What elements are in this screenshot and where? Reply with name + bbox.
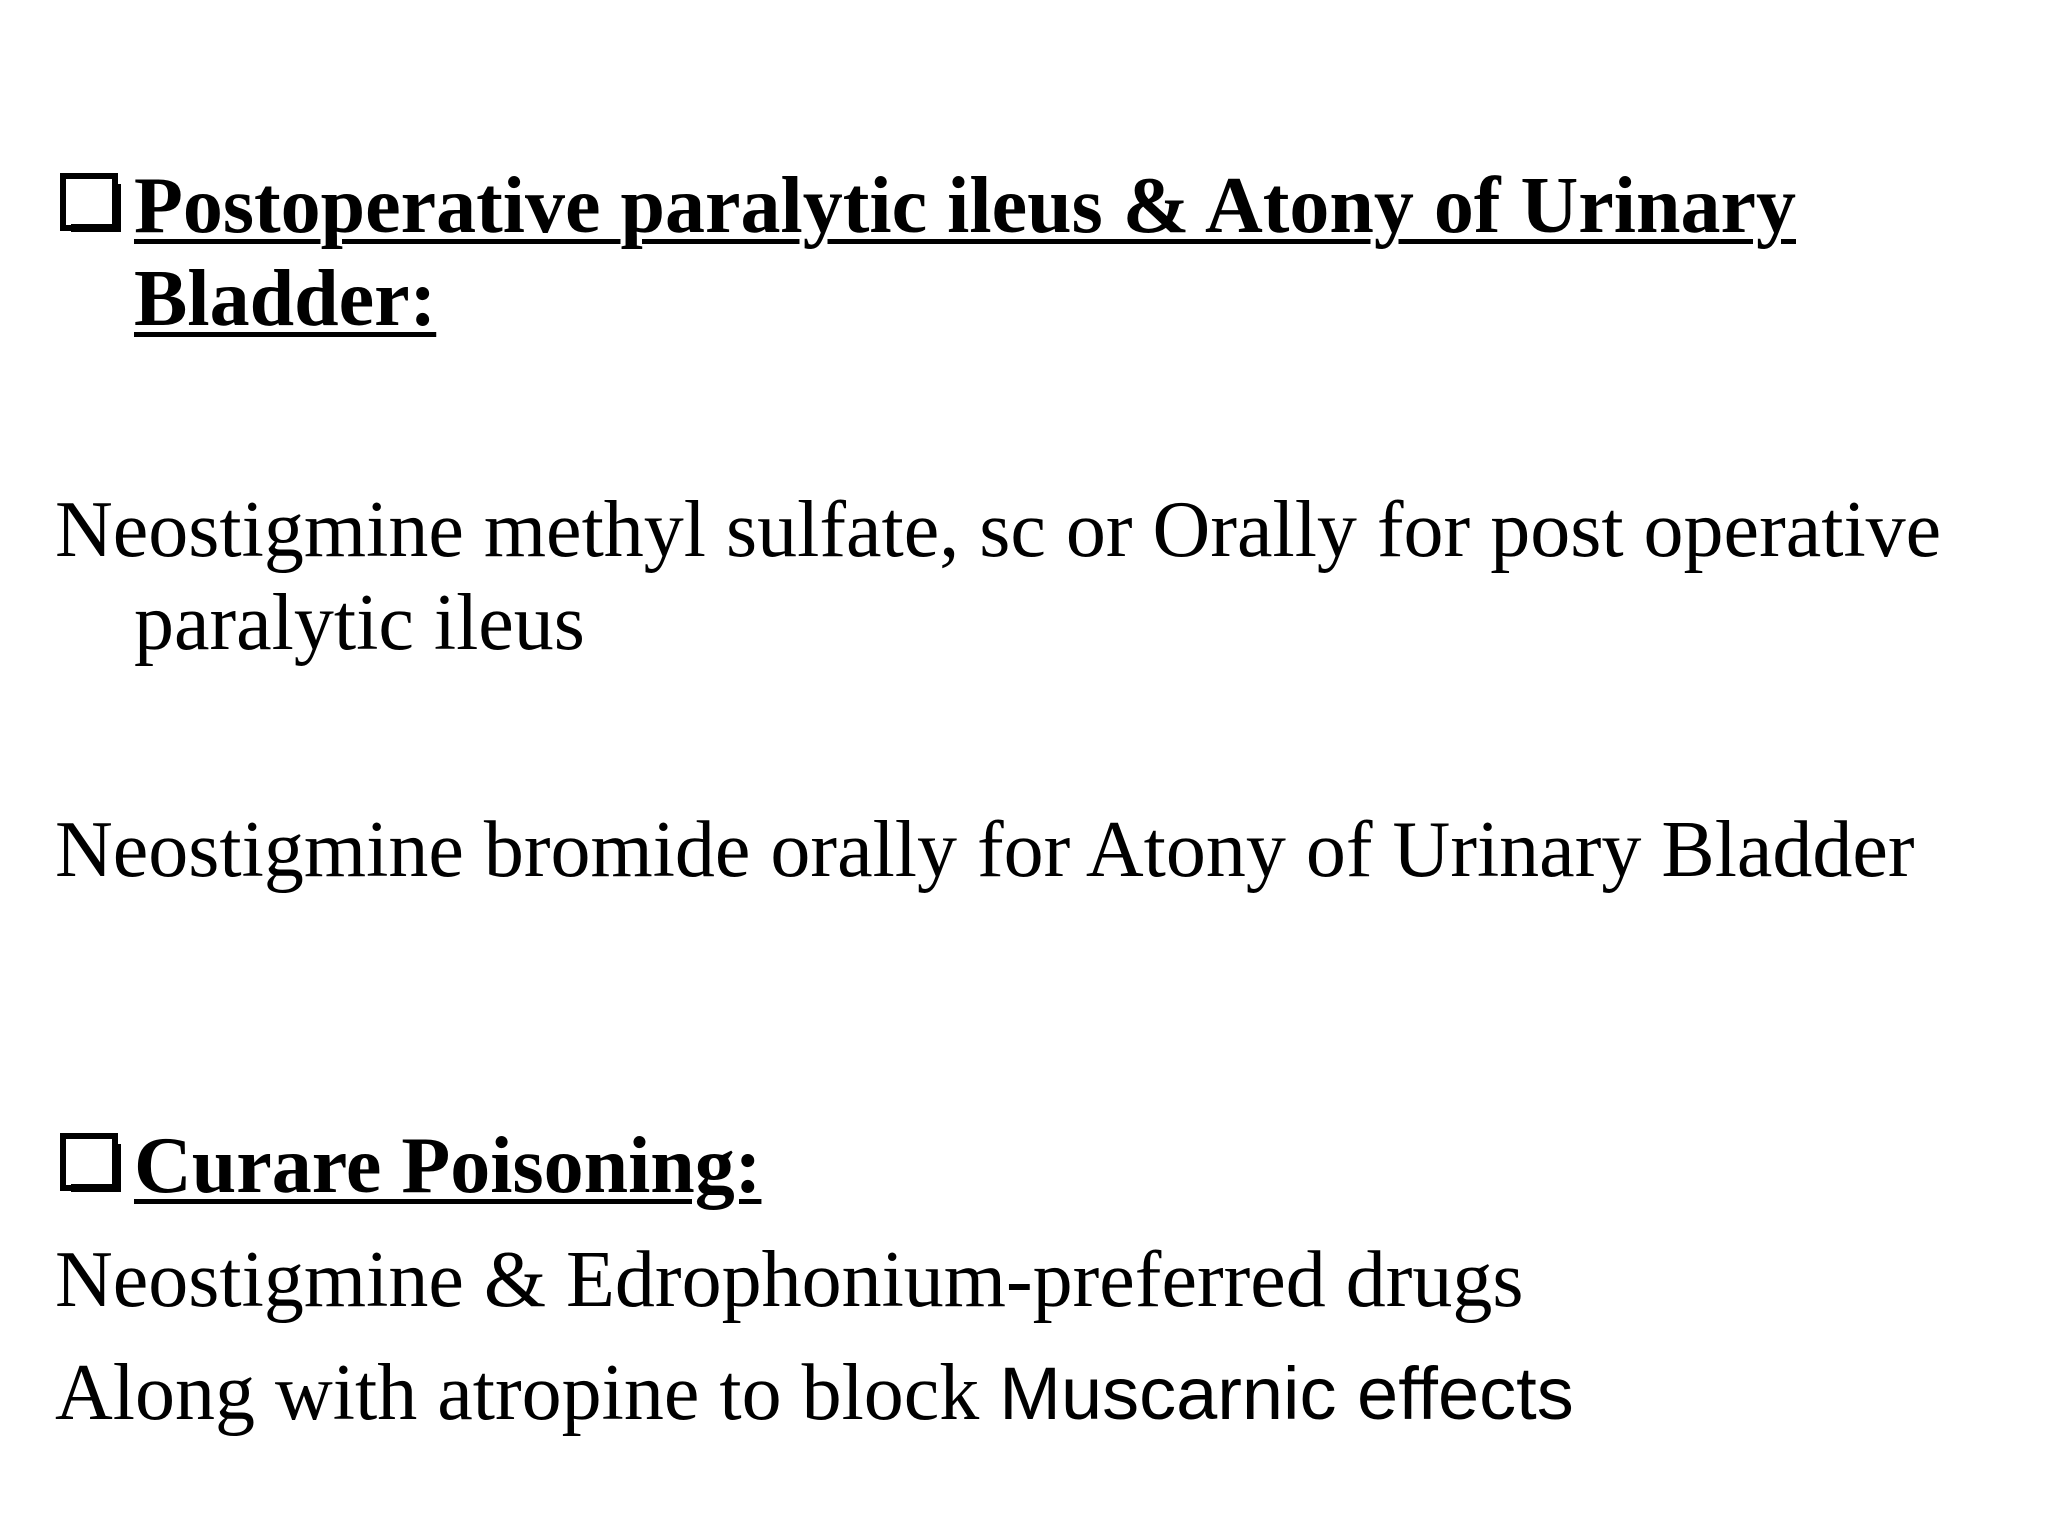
heading-curare-text: Curare Poisoning: (134, 1122, 762, 1210)
line-atropine-serif: Along with atropine to block (55, 1349, 1000, 1437)
line-atropine-sans: Muscarnic effects (999, 1352, 1574, 1435)
paragraph-neostigmine-methyl-sulfate: Neostigmine methyl sulfate, sc or Orally for post operative paralytic ileus (55, 486, 1942, 667)
line-preferred-drugs: Neostigmine & Edrophonium-preferred drugs (55, 1236, 1524, 1324)
heading-curare-poisoning (55, 1120, 2048, 1213)
line-atropine (55, 1347, 1975, 1440)
hollow-square-bullet-icon (55, 1130, 129, 1196)
hollow-square-bullet-icon (55, 170, 129, 236)
paragraph-neostigmine-bromide: Neostigmine bromide orally for Atony of Urinary Bladder (55, 806, 1915, 894)
heading-postoperative-text: Postoperative paralytic ileus & Atony of Urinary Bladder: (134, 162, 1796, 343)
heading-postoperative (55, 160, 2048, 346)
